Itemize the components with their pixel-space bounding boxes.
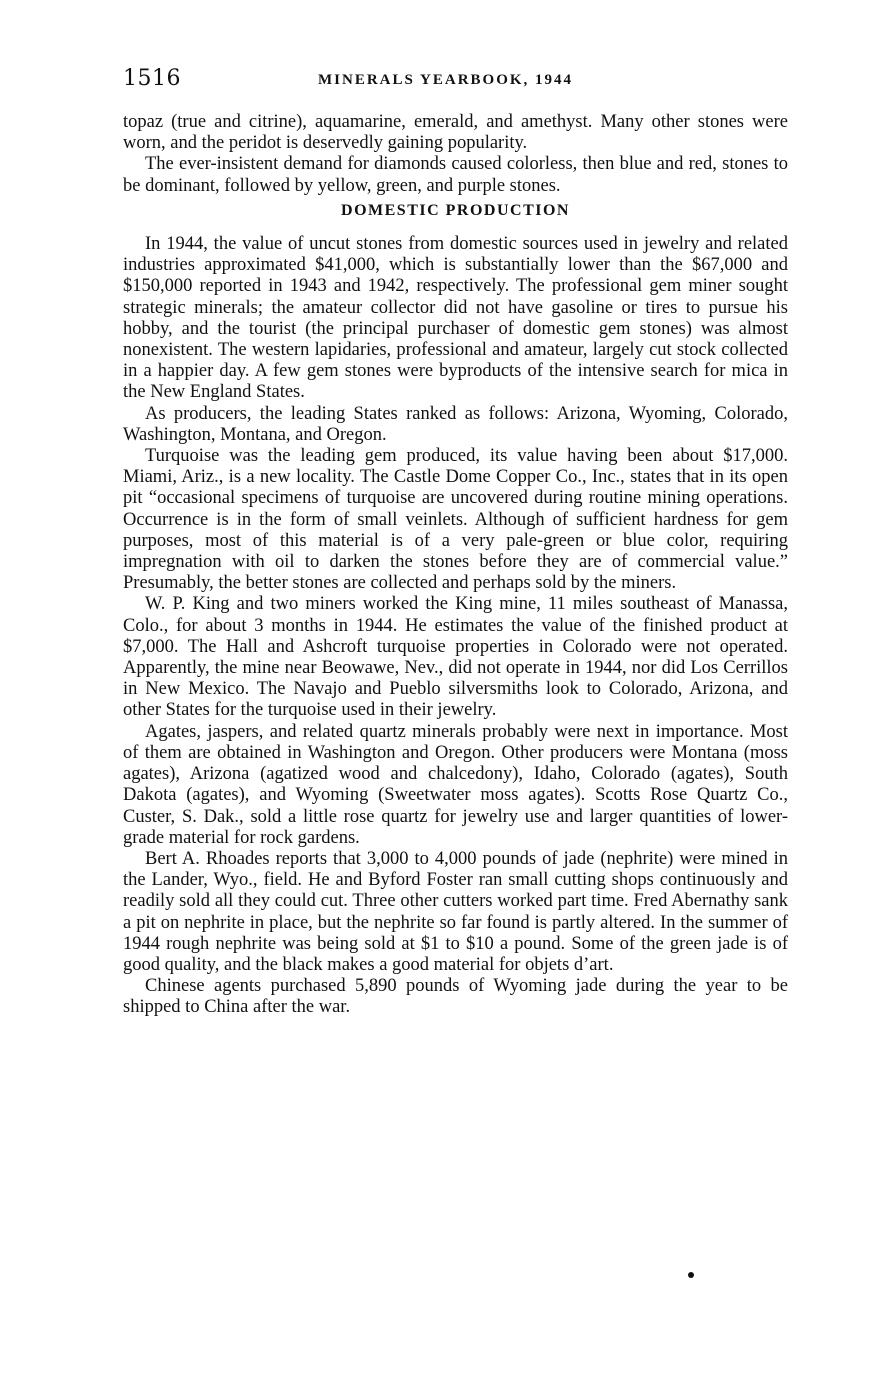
paragraph-leading-states: As producers, the leading States ranked as follows: Arizona, Wyoming, Colorado, Washington, Montana, and Oregon. bbox=[123, 403, 788, 445]
section-heading-domestic-production: DOMESTIC PRODUCTION bbox=[341, 201, 570, 219]
paragraph-turquoise: Turquoise was the leading gem produced, its value having been about $17,000. Miami, Ariz., is a new locality. The Castle Dome Copper Co., Inc., states that in its open pit “occasional specimens of turquoise are uncovered during routine mining operations. Occurrence is in the form of small veinlets. Although of sufficient hardness for gem purposes, most of this material is of a very pale-green or blue color, requiring impregnation with oil to darken the stones before they are of commercial value.” Presumably, the better stones are collected and perhaps sold by the miners. bbox=[123, 446, 788, 594]
stray-dot-mark bbox=[688, 1272, 694, 1278]
paragraph-agates: Agates, jaspers, and related quartz minerals probably were next in importance. Most of them are obtained in Washington and Oregon. Other producers were Montana (moss agates), Arizona (agatized wood and chalcedony), Idaho, Colorado (agates), South Dakota (agates), and Wyoming (Sweetwater moss agates). Scotts Rose Quartz Co., Custer, S. Dak., sold a little rose quartz for jewelry use and larger quantities of lower-grade material for rock gardens. bbox=[123, 721, 788, 848]
body-text bbox=[123, 112, 788, 1019]
paragraph-king-mine: W. P. King and two miners worked the King mine, 11 miles southeast of Manassa, Colo., for about 3 months in 1944. He estimates the value of the finished product at $7,000. The Hall and Ashcroft turquoise properties in Colorado were not operated. Apparently, the mine near Beowawe, Nev., did not operate in 1944, nor did Los Cerrillos in New Mexico. The Navajo and Pueblo silversmiths look to Colorado, Arizona, and other States for the turquoise used in their jewelry. bbox=[123, 594, 788, 721]
running-head: MINERALS YEARBOOK, 1944 bbox=[318, 72, 574, 88]
paragraph-jade: Bert A. Rhoades reports that 3,000 to 4,000 pounds of jade (nephrite) were mined in the Lander, Wyo., field. He and Byford Foster ran small cutting shops continuously and readily sold all they could cut. Three other cutters worked part time. Fred Abernathy sank a pit on nephrite in place, but the nephrite so far found is partly altered. In the summer of 1944 rough nephrite was being sold at $1 to $10 a pound. Some of the green jade is of good quality, and the black makes a good material for objets d’art. bbox=[123, 848, 788, 975]
paragraph-gem-stones-continued: topaz (true and citrine), aquamarine, emerald, and amethyst. Many other stones were worn, and the peridot is deservedly gaining popularity. bbox=[123, 112, 788, 154]
paragraph-diamond-demand: The ever-insistent demand for diamonds caused colorless, then blue and red, stones to be dominant, followed by yellow, green, and purple stones. bbox=[123, 154, 788, 196]
page-header bbox=[123, 66, 791, 96]
paragraph-chinese-agents: Chinese agents purchased 5,890 pounds of Wyoming jade during the year to be shipped to China after the war. bbox=[123, 976, 788, 1018]
paragraph-domestic-value: In 1944, the value of uncut stones from domestic sources used in jewelry and related industries approximated $41,000, which is substantially lower than the $67,000 and $150,000 reported in 1943 and 1942, respectively. The professional gem miner sought strategic minerals; the amateur collector did not have gasoline or tires to pursue his hobby, and the tourist (the principal purchaser of domestic gem stones) was almost nonexistent. The western lapidaries, professional and amateur, largely cut stock collected in a happier day. A few gem stones were byproducts of the intensive search for mica in the New England States. bbox=[123, 234, 788, 403]
page-number: 1516 bbox=[123, 66, 181, 91]
